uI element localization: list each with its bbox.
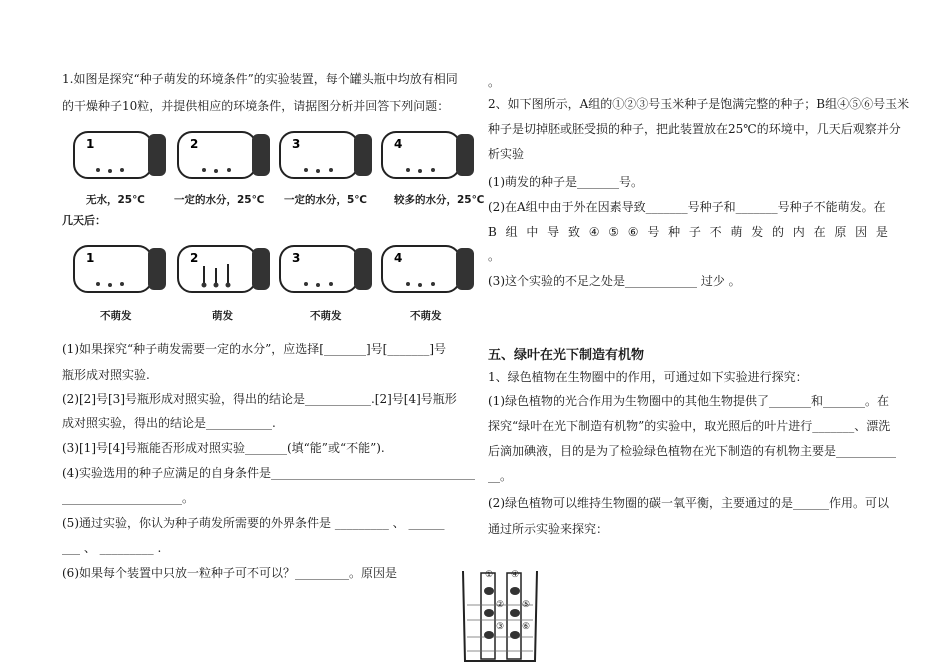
q1-part4-line2: ____________________。	[62, 491, 195, 505]
q2-char: 萌	[730, 225, 743, 239]
beaker-label-3: ③	[496, 622, 505, 632]
jar-3-before	[276, 124, 376, 184]
svg-text:4: 4	[394, 251, 403, 265]
svg-text:3: 3	[292, 251, 301, 265]
q2-stem-line3: 析实验	[488, 147, 525, 161]
s5-line2: (1)绿色植物的光合作用为生物圈中的其他生物提供了_______和_______。在	[488, 394, 890, 408]
svg-text:2: 2	[190, 137, 199, 151]
jar-2-condition: 一定的水分，25℃	[174, 194, 265, 206]
svg-text:3: 3	[292, 137, 301, 151]
q1-stem-line1: 1.如图是探究“种子萌发的环境条件”的实验装置，每个罐头瓶中均放有相同	[62, 72, 458, 86]
q2-char: ⑥	[627, 225, 639, 239]
q2-char: ④	[588, 225, 600, 239]
s5-line4: 后滴加碘液，目的是为了检验绿色植物在光下制造的有机物主要是__________	[488, 444, 897, 458]
q1-part4-line1: (4)实验选用的种子应满足的自身条件是__________________________________	[62, 466, 475, 480]
s5-line5: __。	[488, 469, 513, 483]
beaker-label-5: ⑤	[522, 600, 531, 610]
svg-text:1: 1	[86, 137, 95, 151]
beaker-label-4: ④	[511, 570, 520, 580]
jar-3-result: 不萌发	[310, 310, 342, 322]
q2-char: 组	[505, 225, 518, 239]
top-mark: 。	[488, 75, 501, 89]
s5-line1: 1、绿色植物在生物圈中的作用，可通过如下实验进行探究：	[488, 370, 808, 384]
q2-part2-line3: 。	[488, 249, 501, 263]
s5-line7: 通过所示实验来探究：	[488, 522, 609, 536]
jar-3-after	[276, 238, 376, 298]
q1-part2-line2: 成对照实验，得出的结论是___________.	[62, 416, 276, 430]
jar-4-condition: 较多的水分，25℃	[394, 194, 485, 206]
q2-char: 是	[875, 225, 888, 239]
jar-2-before	[174, 124, 274, 184]
q2-char: 不	[709, 225, 722, 239]
beaker-label-6: ⑥	[522, 622, 531, 632]
q2-char: 的	[772, 225, 785, 239]
q2-char: 种	[668, 225, 681, 239]
svg-text:2: 2	[190, 251, 199, 265]
q2-char: 原	[834, 225, 847, 239]
q2-part2-line2	[488, 224, 888, 240]
q2-char: 中	[526, 225, 539, 239]
jar-1-result: 不萌发	[100, 310, 132, 322]
jar-1-before	[70, 124, 170, 184]
jar-4-result: 不萌发	[410, 310, 442, 322]
beaker-drawing	[455, 565, 545, 665]
q2-char: 致	[567, 225, 580, 239]
q2-stem-line1: 2、如下图所示，A组的①②③号玉米种子是饱满完整的种子；B组④⑤⑥号玉米	[488, 97, 910, 111]
jar-4-after	[378, 238, 478, 298]
q2-char: 内	[792, 225, 805, 239]
q1-part5-line1: (5)通过实验，你认为种子萌发所需要的外界条件是 _________ 、 ______	[62, 516, 445, 530]
jar-2-result: 萌发	[212, 310, 233, 322]
jar-4-before	[378, 124, 478, 184]
jar-3-condition: 一定的水分，5℃	[284, 194, 368, 206]
q2-char: 子	[688, 225, 701, 239]
q2-char: 导	[547, 225, 560, 239]
after-days-label: 几天后：	[62, 214, 106, 227]
q2-char: ⑤	[608, 225, 620, 239]
jar-1-condition: 无水，25℃	[86, 194, 145, 206]
q2-part2-line1: (2)在A组中由于外在因素导致_______号种子和_______号种子不能萌发。在	[488, 200, 886, 214]
svg-text:1: 1	[86, 251, 95, 265]
q1-part1-line1: (1)如果探究“种子萌发需要一定的水分”，应选择[_______]号[_______]号	[62, 342, 446, 356]
q2-char: 在	[813, 225, 826, 239]
q2-char: 发	[751, 225, 764, 239]
q1-part1-line2: 瓶形成对照实验.	[62, 368, 150, 382]
q1-part6: (6)如果每个装置中只放一粒种子可不可以？_________。原因是	[62, 566, 398, 580]
s5-line3: 探究“绿叶在光下制造有机物”的实验中，取光照后的叶片进行_______、漂洗	[488, 419, 891, 433]
jar-1-after	[70, 238, 170, 298]
q1-part2-line1: (2)[2]号[3]号瓶形成对照实验，得出的结论是___________.[2]号[4]号瓶形	[62, 392, 457, 406]
q1-part5-line2: ___ 、 _________ .	[62, 541, 162, 555]
q1-part3: (3)[1]号[4]号瓶能否形成对照实验_______(填“能”或“不能”).	[62, 441, 385, 455]
q2-stem-line2: 种子是切掉胚或胚受损的种子，把此装置放在25℃的环境中，几天后观察并分	[488, 122, 901, 136]
svg-text:4: 4	[394, 137, 403, 151]
s5-line6: (2)绿色植物可以维持生物圈的碳一氧平衡，主要通过的是______作用。可以	[488, 496, 890, 510]
jar-2-after	[174, 238, 274, 298]
q2-char: 因	[855, 225, 868, 239]
seed-jar-figure	[62, 120, 485, 325]
q1-stem-line2: 的干燥种子10粒，并提供相应的环境条件，请据图分析并回答下列问题：	[62, 99, 450, 113]
q2-char: 号	[647, 225, 660, 239]
beaker-figure	[455, 565, 545, 665]
beaker-label-1: ①	[485, 570, 494, 580]
beaker-label-2: ②	[496, 600, 505, 610]
section-title: 五、绿叶在光下制造有机物	[488, 348, 645, 363]
q2-char: B	[488, 225, 497, 239]
q2-part1: (1)萌发的种子是_______号。	[488, 175, 643, 189]
q2-part3: (3)这个实验的不足之处是____________ 过少 。	[488, 274, 741, 288]
